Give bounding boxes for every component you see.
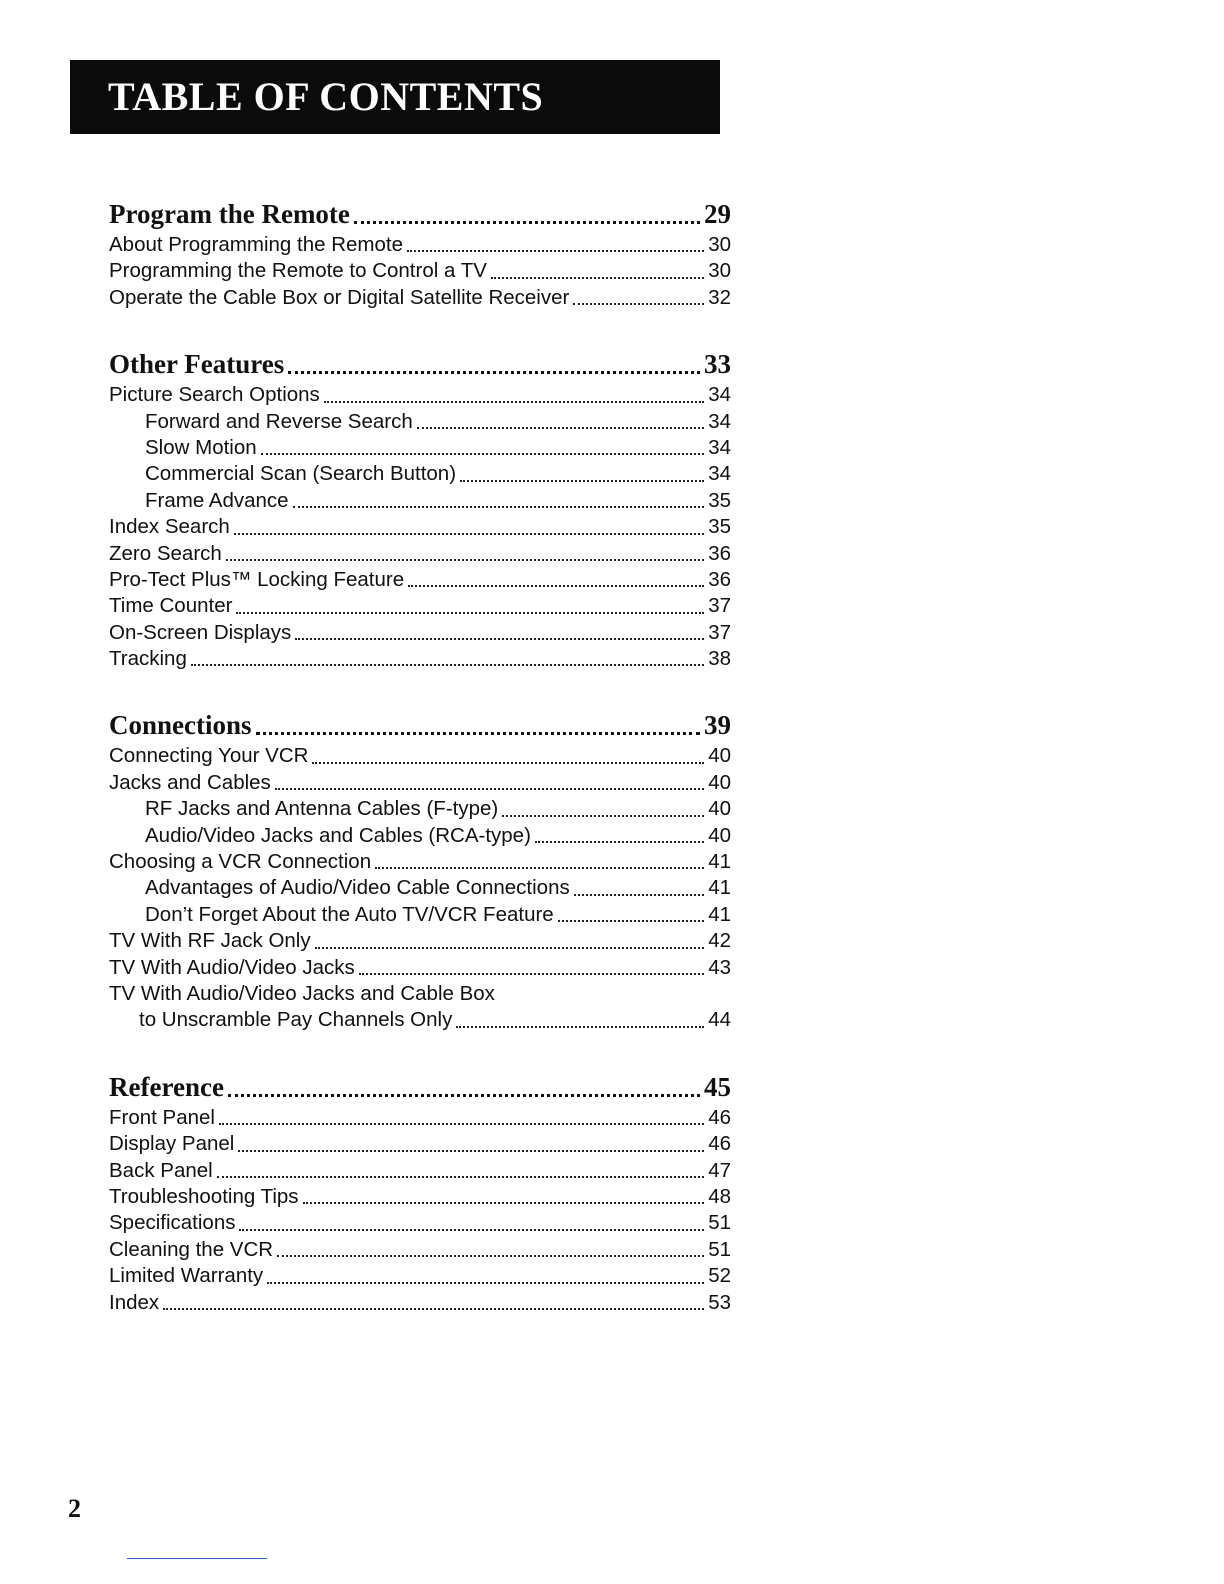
toc-entry[interactable] <box>109 461 731 487</box>
toc-entry[interactable] <box>109 1210 731 1236</box>
entry-title: Operate the Cable Box or Digital Satellite Receiver <box>109 285 570 309</box>
toc-section <box>109 196 731 311</box>
toc-entry[interactable] <box>109 488 731 514</box>
dot-leader <box>558 918 704 922</box>
entry-page-number: 41 <box>708 876 731 900</box>
entry-page-number: 30 <box>708 233 731 256</box>
toc-entry[interactable] <box>109 567 731 593</box>
entry-page-number: 37 <box>708 594 731 618</box>
section-title: Connections <box>109 710 252 741</box>
toc-entry[interactable] <box>109 232 731 258</box>
entry-title: Back Panel <box>109 1158 213 1182</box>
toc-section <box>109 1069 731 1316</box>
toc-entry[interactable] <box>109 1007 731 1033</box>
dot-leader <box>277 1253 704 1257</box>
entry-title: Tracking <box>109 647 187 671</box>
entry-page-number: 52 <box>708 1264 731 1288</box>
toc-entry[interactable] <box>109 743 731 769</box>
toc-entry[interactable] <box>109 541 731 567</box>
toc-section-heading[interactable] <box>109 1069 731 1105</box>
entry-title: Forward and Reverse Search <box>145 409 413 433</box>
footer-rule <box>127 1558 267 1559</box>
entry-title: Time Counter <box>109 594 233 618</box>
dot-leader <box>315 945 705 949</box>
section-title: Program the Remote <box>109 199 350 229</box>
page-number: 2 <box>68 1494 81 1523</box>
section-title: Other Features <box>109 349 285 380</box>
entry-title: TV With Audio/Video Jacks and Cable Box <box>109 981 495 1005</box>
entry-page-number: 47 <box>708 1158 731 1182</box>
dot-leader <box>261 451 705 455</box>
entry-page-number: 53 <box>708 1290 731 1314</box>
entry-title: Troubleshooting Tips <box>109 1184 299 1208</box>
toc-entry[interactable] <box>109 1263 731 1289</box>
toc-entry[interactable] <box>109 770 731 796</box>
toc-entry[interactable] <box>109 1290 731 1316</box>
entry-title: Zero Search <box>109 541 222 565</box>
dot-leader <box>191 662 704 666</box>
entry-title: Cleaning the VCR <box>109 1237 274 1261</box>
dot-leader <box>354 219 700 224</box>
dot-leader <box>460 478 704 482</box>
toc-entry[interactable] <box>109 849 731 875</box>
dot-leader <box>535 839 704 843</box>
entry-page-number: 40 <box>708 797 731 821</box>
entry-title: Index Search <box>109 515 230 539</box>
dot-leader <box>407 248 704 252</box>
toc-section <box>109 346 731 672</box>
entry-page-number: 36 <box>708 541 731 565</box>
entry-title: Connecting Your VCR <box>109 744 309 768</box>
dot-leader <box>275 786 704 790</box>
entry-page-number: 40 <box>708 744 731 768</box>
entry-page-number: 40 <box>708 770 731 794</box>
page-title-banner <box>70 60 720 134</box>
page-title: TABLE OF CONTENTS <box>108 74 544 119</box>
dot-leader <box>375 865 704 869</box>
entry-page-number: 34 <box>708 462 731 486</box>
toc-entry[interactable] <box>109 1105 731 1131</box>
entry-page-number: 46 <box>708 1105 731 1129</box>
toc-entry[interactable] <box>109 796 731 822</box>
entry-title: Advantages of Audio/Video Cable Connections <box>145 876 570 900</box>
toc-entry[interactable] <box>109 1237 731 1263</box>
dot-leader <box>408 583 704 587</box>
entry-title: Programming the Remote to Control a TV <box>109 259 487 283</box>
section-page-number: 45 <box>704 1071 731 1102</box>
toc-entry[interactable] <box>109 435 731 461</box>
dot-leader <box>219 1121 704 1125</box>
toc-entry[interactable] <box>109 823 731 849</box>
toc-entry[interactable] <box>109 875 731 901</box>
toc-entry[interactable] <box>109 902 731 928</box>
dot-leader <box>502 813 704 817</box>
toc-entry[interactable] <box>109 285 731 311</box>
entry-title: Picture Search Options <box>109 383 320 407</box>
dot-leader <box>303 1200 705 1204</box>
toc-section-heading[interactable] <box>109 707 731 743</box>
entry-page-number: 37 <box>708 620 731 644</box>
entry-title: Commercial Scan (Search Button) <box>145 462 457 486</box>
entry-title: About Programming the Remote <box>109 233 403 256</box>
entry-page-number: 51 <box>708 1211 731 1235</box>
entry-page-number: 42 <box>708 929 731 953</box>
entry-title: Don’t Forget About the Auto TV/VCR Feature <box>145 902 554 926</box>
toc-entry[interactable] <box>109 1131 731 1157</box>
dot-leader <box>239 1227 704 1231</box>
entry-page-number: 43 <box>708 955 731 979</box>
entry-page-number: 46 <box>708 1132 731 1156</box>
entry-title: Front Panel <box>109 1105 215 1129</box>
dot-leader <box>234 531 704 535</box>
entry-page-number: 32 <box>708 285 731 309</box>
section-page-number: 33 <box>704 349 731 380</box>
entry-page-number: 41 <box>708 902 731 926</box>
entry-page-number: 34 <box>708 409 731 433</box>
dot-leader <box>417 425 704 429</box>
entry-title: Specifications <box>109 1211 236 1235</box>
dot-leader <box>312 760 704 764</box>
dot-leader <box>324 399 704 403</box>
entry-title: to Unscramble Pay Channels Only <box>139 1008 453 1032</box>
entry-title: Display Panel <box>109 1132 235 1156</box>
toc-entry[interactable] <box>109 409 731 435</box>
toc-entry[interactable] <box>109 1158 731 1184</box>
toc-section <box>109 707 731 1033</box>
entry-title: Slow Motion <box>145 435 257 459</box>
entry-title: Pro-Tect Plus™ Locking Feature <box>109 567 405 591</box>
toc-section-heading[interactable] <box>109 346 731 382</box>
toc-entry[interactable] <box>109 955 731 981</box>
dot-leader <box>217 1174 704 1178</box>
entry-page-number: 40 <box>708 823 731 847</box>
dot-leader <box>491 275 704 279</box>
section-page-number: 39 <box>704 710 731 741</box>
entry-page-number: 44 <box>708 1008 731 1032</box>
toc-entry[interactable] <box>109 620 731 646</box>
dot-leader <box>163 1306 704 1310</box>
entry-title: Frame Advance <box>145 488 289 512</box>
dot-leader <box>256 730 700 735</box>
entry-title: Index <box>109 1290 160 1314</box>
table-of-contents <box>109 196 731 1351</box>
dot-leader <box>228 1092 700 1097</box>
toc-entry[interactable] <box>109 928 731 954</box>
entry-title: On-Screen Displays <box>109 620 292 644</box>
toc-entry[interactable] <box>109 514 731 540</box>
toc-entry[interactable] <box>109 382 731 408</box>
dot-leader <box>456 1024 704 1028</box>
toc-section-heading[interactable] <box>109 196 731 232</box>
entry-page-number: 41 <box>708 850 731 874</box>
entry-title: Audio/Video Jacks and Cables (RCA-type) <box>145 823 531 847</box>
section-title: Reference <box>109 1071 224 1102</box>
dot-leader <box>359 971 704 975</box>
toc-entry[interactable] <box>109 258 731 284</box>
section-page-number: 29 <box>704 199 731 229</box>
dot-leader <box>238 1148 704 1152</box>
dot-leader <box>226 557 704 561</box>
entry-title: TV With Audio/Video Jacks <box>109 955 355 979</box>
dot-leader <box>288 369 700 374</box>
entry-page-number: 35 <box>708 488 731 512</box>
entry-page-number: 34 <box>708 383 731 407</box>
dot-leader <box>267 1280 704 1284</box>
toc-entry[interactable] <box>109 1184 731 1210</box>
dot-leader <box>295 636 704 640</box>
toc-entry[interactable] <box>109 646 731 672</box>
dot-leader <box>573 301 704 305</box>
entry-title: Limited Warranty <box>109 1264 264 1288</box>
toc-entry[interactable] <box>109 981 731 1007</box>
entry-page-number: 36 <box>708 567 731 591</box>
dot-leader <box>293 504 705 508</box>
entry-page-number: 38 <box>708 647 731 671</box>
dot-leader <box>236 610 704 614</box>
entry-page-number: 35 <box>708 515 731 539</box>
entry-title: TV With RF Jack Only <box>109 929 311 953</box>
entry-page-number: 30 <box>708 259 731 283</box>
entry-page-number: 48 <box>708 1184 731 1208</box>
entry-title: Choosing a VCR Connection <box>109 850 372 874</box>
toc-entry[interactable] <box>109 593 731 619</box>
entry-page-number: 34 <box>708 435 731 459</box>
entry-page-number: 51 <box>708 1237 731 1261</box>
dot-leader <box>574 892 704 896</box>
entry-title: Jacks and Cables <box>109 770 271 794</box>
entry-title: RF Jacks and Antenna Cables (F-type) <box>145 797 499 821</box>
